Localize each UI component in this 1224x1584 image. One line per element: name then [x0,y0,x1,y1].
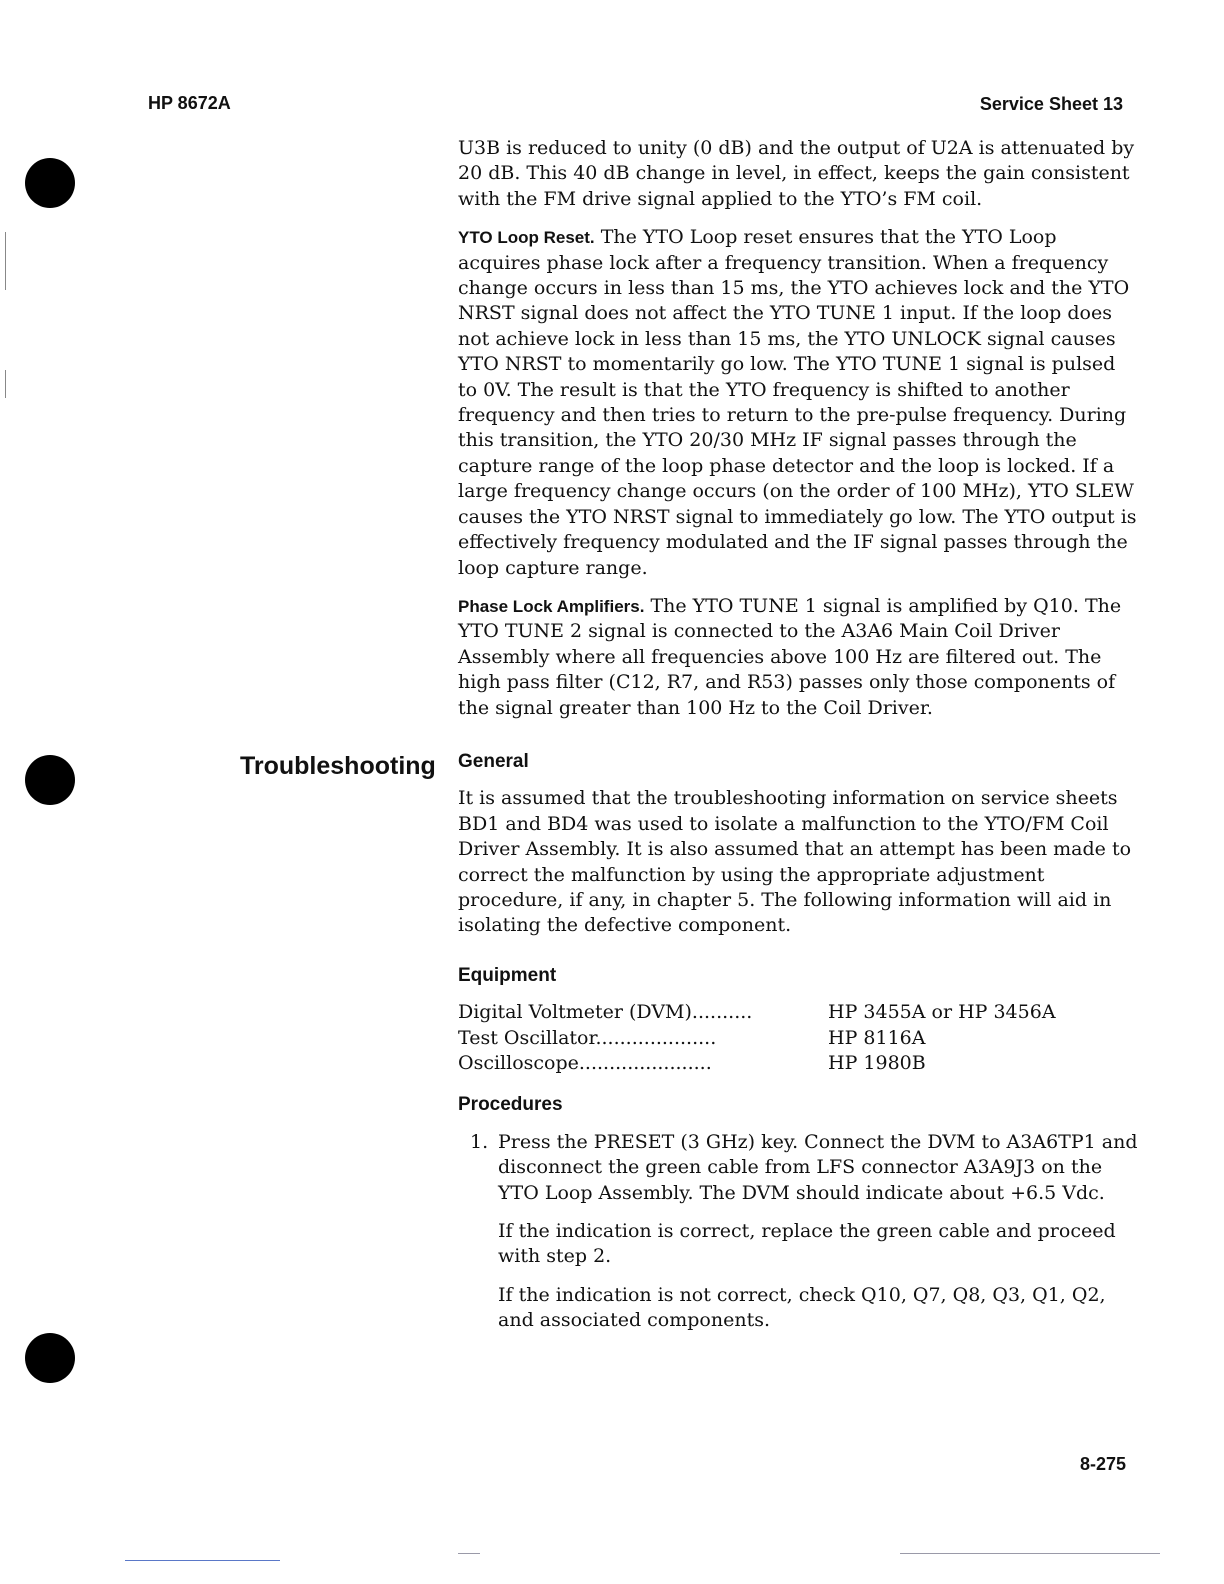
equipment-name: Oscilloscope...................... [458,1052,712,1074]
service-sheet-header: Service Sheet 13 [979,94,1123,114]
phase-lock-text: The YTO TUNE 1 signal is amplified by Q10. The YTO TUNE 2 signal is connected to the A3A6 Main Coil Driver Assembly where all frequencies above 100 Hz are filtered out. The high pass filter (C12, R7, and R53) passes only those components of the signal greater than 100 Hz to the Coil Driver. [458,594,1122,719]
phase-lock-heading: Phase Lock Amplifiers. [458,596,645,616]
punch-hole-top [25,158,75,208]
equipment-heading: Equipment [458,964,557,986]
procedure-steps [458,1130,1138,1334]
scan-bottom-line [900,1553,1160,1554]
equipment-row [458,1000,1056,1025]
step-number: 1. [470,1130,489,1153]
intro-paragraph: U3B is reduced to unity (0 dB) and the output of U2A is attenuated by 20 dB. This 40 dB change in level, in effect, keeps the gain consistent with the FM drive signal applied to the YTO’s FM coil. [458,137,1135,210]
equipment-model: HP 3455A or HP 3456A [828,1001,1056,1024]
step-if-correct: If the indication is correct, replace the green cable and proceed with step 2. [498,1220,1116,1268]
scan-margin-mark [5,232,6,290]
main-text-column [458,136,1138,1347]
general-paragraph: It is assumed that the troubleshooting information on service sheets BD1 and BD4 was used to isolate a malfunction to the YTO/FM Coil Driver Assembly. It is also assumed that an attempt has been made to correct the malfunction by using the appropriate adjustment procedure, if any, in chapter 5. The following information will aid in isolating the defective component. [458,787,1132,937]
equipment-model: HP 1980B [828,1052,926,1074]
scan-bottom-line [125,1560,280,1561]
equipment-name: Test Oscillator.................... [458,1026,717,1049]
step-if-not-correct: If the indication is not correct, check Q10, Q7, Q8, Q3, Q1, Q2, and associated components. [498,1283,1106,1332]
page-number: 8-275 [1079,1454,1126,1474]
equipment-row [458,1026,1056,1051]
manual-model-header: HP 8672A [148,93,231,113]
punch-hole-middle [25,755,75,805]
yto-loop-reset-heading: YTO Loop Reset. [458,228,595,248]
yto-loop-reset-paragraph [458,225,1138,581]
general-heading: General [458,750,529,772]
procedures-heading: Procedures [458,1094,563,1116]
phase-lock-paragraph [458,594,1138,721]
step-instruction: Press the PRESET (3 GHz) key. Connect the DVM to A3A6TP1 and disconnect the green cable from LFS connector A3A9J3 on the YTO Loop Assembly. The DVM should indicate about +6.5 Vdc. [498,1130,1138,1204]
punch-hole-bottom [25,1333,75,1383]
equipment-model: HP 8116A [828,1026,926,1049]
scan-margin-mark [5,370,6,398]
yto-loop-reset-text: The YTO Loop reset ensures that the YTO Loop acquires phase lock after a frequency transition. When a frequency change occurs in less than 15 ms, the YTO achieves lock and the YTO NRST signal does not affect the YTO TUNE 1 input. If the loop does not achieve lock in less than 15 ms, the YTO UNLOCK signal causes YTO NRST to momentarily go low. The YTO TUNE 1 signal is pulsed to 0V. The result is that the YTO frequency is shifted to another frequency and then tries to return to the pre-pulse frequency. During this transition, the YTO 20/30 MHz IF signal passes through the capture range of the loop phase detector and the loop is locked. If a large frequency change occurs (on the order of 100 MHz), YTO SLEW causes the YTO NRST signal to immediately go low. The YTO output is effectively frequency modulated and the IF signal passes through the loop capture range. [458,226,1137,579]
scan-bottom-line [458,1553,480,1554]
equipment-row [458,1051,1056,1076]
troubleshooting-section-label: Troubleshooting [240,752,436,780]
equipment-name: Digital Voltmeter (DVM).......... [458,1001,753,1024]
equipment-table [458,1000,1056,1076]
procedure-step [458,1130,1138,1334]
